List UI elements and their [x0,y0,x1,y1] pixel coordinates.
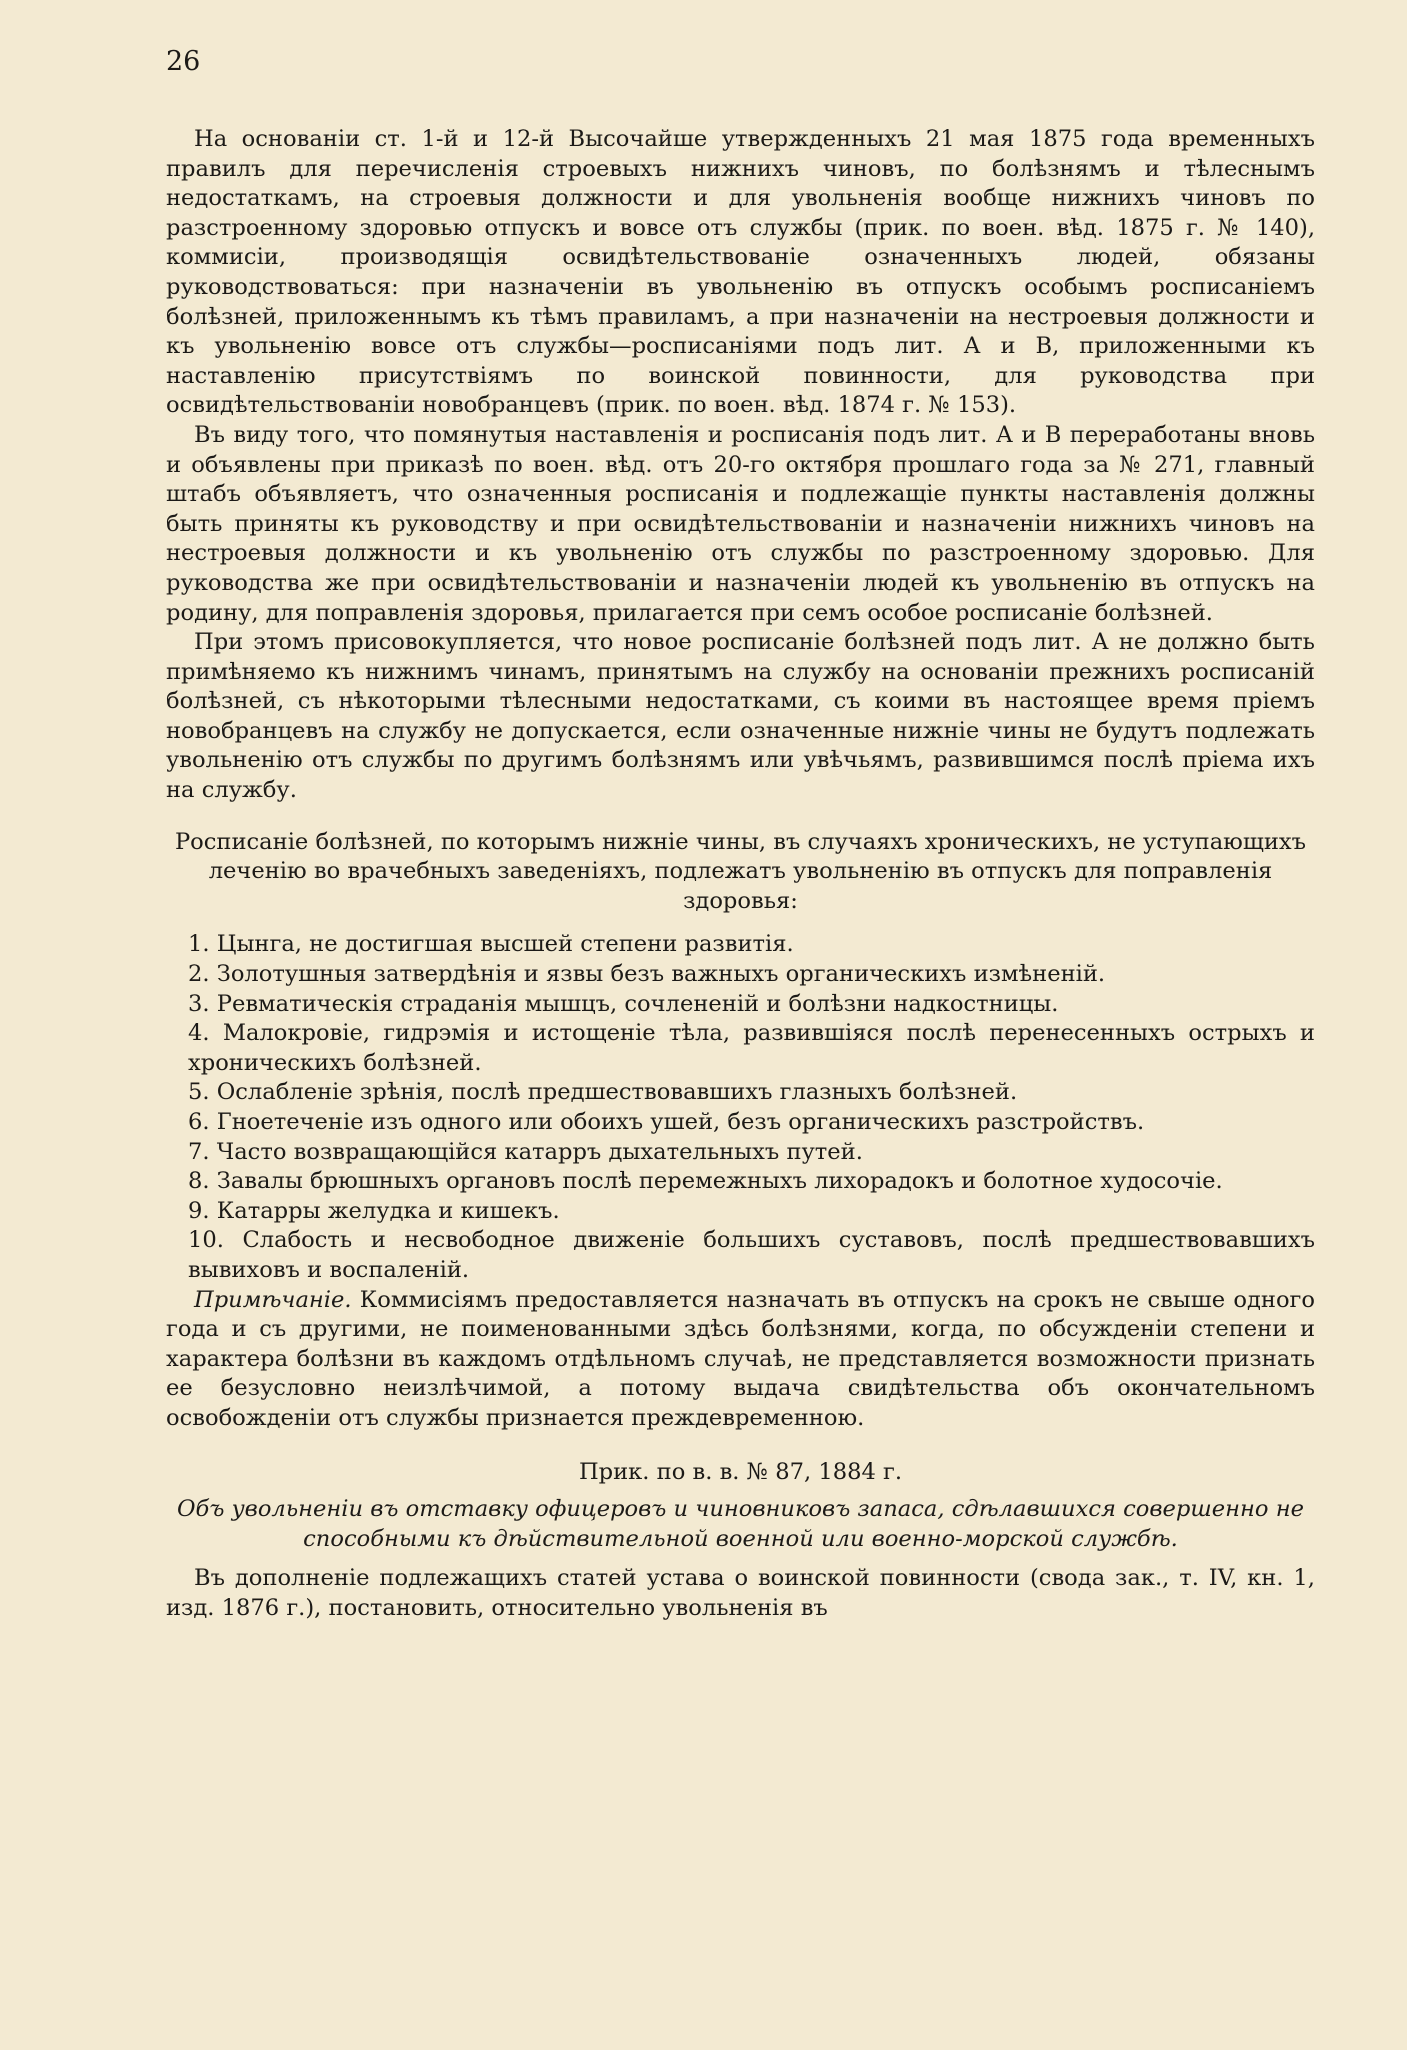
item-text: Часто возвращающiйся катарръ дыхательныхъ путей. [216,1138,863,1165]
item-number: 5. [188,1079,210,1106]
item-number: 7. [188,1138,210,1165]
list-item [166,990,1315,1020]
item-text: Ослабленiе зрѣнiя, послѣ предшествовавшихъ глазныхъ болѣзней. [216,1079,1018,1106]
item-text: Цынга, не достигшая высшей степени развитiя. [216,931,794,958]
list-item [166,1108,1315,1138]
item-number: 3. [188,990,210,1017]
list-item [166,1019,1315,1078]
note-label: Примѣчанiе. [194,1286,352,1313]
item-text: Малокровiе, гидрэмiя и истощенiе тѣла, развившiяся послѣ перенесенныхъ острыхъ и хроническихъ болѣзней. [188,1020,1315,1076]
item-number: 8. [188,1168,210,1195]
schedule-title: Росписанiе болѣзней, по которымъ нижнiе чины, въ случаяхъ хроническихъ, не уступающихъ леченiю во врачебныхъ заведенiяхъ, подлежатъ увольненiю въ отпускъ для поправленiя здоровья: [174,828,1307,914]
item-number: 6. [188,1109,210,1135]
note-text: Коммисiямъ предоставляется назначать въ отпускъ на срокъ не свыше одного года и съ другими, не поименованными здѣсь болѣзнями, когда, по обсужденiи степени и характера болѣзни въ каждомъ отдѣльномъ случаѣ, не представляется возможности признать ее безусловно неизлѣчимой, а потому выдача свидѣтельства объ окончательномъ освобожденiи отъ службы признается преждевременною. [166,1286,1315,1431]
page-number: 26 [166,46,201,77]
order-title: Объ увольненiи въ отставку офицеровъ и чиновниковъ запаса, сдѣлавшихся совершенно не способными къ дѣйствительной военной или военно-морской службѣ. [177,1496,1304,1552]
list-item [166,1226,1315,1285]
item-text: Гноетеченiе изъ одного или обоихъ ушей, безъ органическихъ разстройствъ. [216,1109,1145,1135]
list-item [166,1197,1315,1227]
item-text: Слабость и несвободное движенiе большихъ суставовъ, послѣ предшествовавшихъ вывиховъ и воспаленiй. [188,1227,1315,1283]
list-item [166,1078,1315,1108]
item-text: Завалы брюшныхъ органовъ послѣ перемежныхъ лихорадокъ и болотное худосочiе. [216,1168,1223,1195]
disease-list [166,930,1315,1285]
list-item [166,1167,1315,1197]
item-number: 1. [188,931,210,958]
final-paragraph: Въ дополненiе подлежащихъ статей устава о воинской повинности (свода зак., т. IV, кн. 1, изд. 1876 г.), постановить, относительно увольненiя въ [166,1565,1315,1621]
item-text: Ревматическiя страданiя мышцъ, сочлененiй и болѣзни надкостницы. [216,990,1059,1017]
item-number: 10. [188,1227,224,1254]
item-text: Катарры желудка и кишекъ. [216,1197,560,1224]
paragraph-3: При этомъ присовокупляется, что новое росписанiе болѣзней подъ лит. А не должно быть примѣняемо къ нижнимъ чинамъ, принятымъ на службу на основанiи прежнихъ росписанiй болѣзней, съ нѣкоторыми тѣлесными недостатками, съ коими въ настоящее время прiемъ новобранцевъ на службу не допускается, если означенные нижнiе чины не будутъ подлежать увольненiю отъ службы по другимъ болѣзнямъ или увѣчьямъ, развившимся послѣ прiема ихъ на службу. [166,629,1315,804]
order-reference: Прик. по в. в. № 87, 1884 г. [578,1458,903,1485]
item-number: 9. [188,1197,210,1224]
paragraph-2: Въ виду того, что помянутыя наставленiя и росписанiя подъ лит. А и В переработаны вновь и объявлены при приказѣ по воен. вѣд. отъ 20-го октября прошлаго года за № 271, главный штабъ объявляетъ, что означенныя росписанiя и подлежащiе пункты наставленiя должны быть приняты къ руководству и при освидѣтельствованiи и назначенiи нижнихъ чиновъ на нестроевыя должности и къ увольненiю отъ службы по разстроенному здоровью. Для руководства же при освидѣтельствованiи и назначенiи людей къ увольненiю въ отпускъ на родину, для поправленiя здоровья, прилагается при семъ особое росписанiе болѣзней. [166,421,1315,626]
item-text: Золотушныя затвердѣнiя и язвы безъ важныхъ органическихъ измѣненiй. [216,961,1106,988]
note-paragraph [166,1286,1315,1434]
item-number: 2. [188,961,210,988]
list-item [166,930,1315,960]
list-item [166,1138,1315,1168]
item-number: 4. [188,1020,210,1047]
list-item [166,960,1315,990]
paragraph-1: На основанiи ст. 1-й и 12-й Высочайше утвержденныхъ 21 мая 1875 года временныхъ правилъ для перечисленiя строевыхъ нижнихъ чиновъ, по болѣзнямъ и тѣлеснымъ недостаткамъ, на строевыя должности и для увольненiя вообще нижнихъ чиновъ по разстроенному здоровью отпускъ и вовсе отъ службы (прик. по воен. вѣд. 1875 г. № 140), коммисiи, производящiя освидѣтельствованiе означенныхъ людей, обязаны руководствоваться: при назначенiи въ увольненiю въ отпускъ особымъ росписанiемъ болѣзней, приложеннымъ къ тѣмъ правиламъ, а при назначенiи на нестроевыя должности и къ увольненiю вовсе отъ службы—росписанiями подъ лит. А и В, приложенными къ наставленiю присутствiямъ по воинской повинности, для руководства при освидѣтельствованiи новобранцевъ (прик. по воен. вѣд. 1874 г. № 153). [166,126,1315,419]
